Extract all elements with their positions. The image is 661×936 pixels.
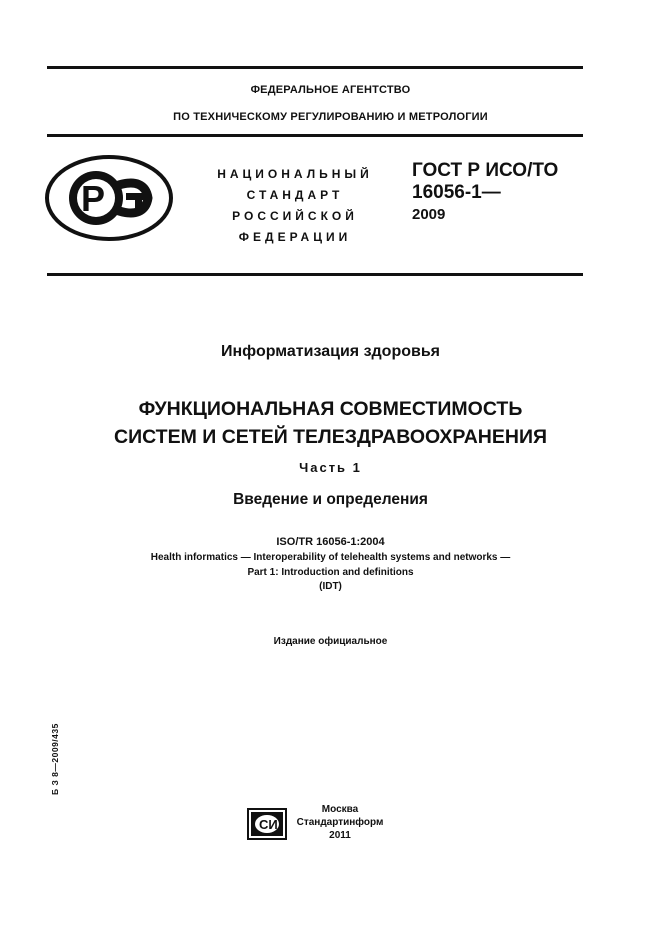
iso-title-line-2: Part 1: Introduction and definitions bbox=[247, 567, 414, 578]
standard-kind bbox=[200, 164, 390, 248]
iso-title-line-1: Health informatics — Interoperability of telehealth systems and networks — bbox=[150, 552, 511, 563]
edition-label: Издание официальное bbox=[273, 636, 388, 647]
standard-kind-line-4: ФЕДЕРАЦИИ bbox=[238, 230, 352, 244]
standard-code-year: 2009 bbox=[412, 206, 446, 223]
svg-text:Р: Р bbox=[81, 178, 106, 219]
standard-code-line-2: 16056-1— bbox=[412, 182, 501, 203]
standard-code bbox=[412, 160, 597, 226]
document-title bbox=[0, 395, 661, 451]
rst-mark-icon bbox=[44, 155, 174, 241]
publisher-block bbox=[290, 803, 390, 842]
agency-line-2: ПО ТЕХНИЧЕСКОМУ РЕГУЛИРОВАНИЮ И МЕТРОЛОГИИ bbox=[173, 111, 488, 123]
document-subtitle: Введение и определения bbox=[233, 491, 428, 508]
iso-code: ISO/TR 16056-1:2004 bbox=[276, 536, 385, 548]
standard-code-line-1: ГОСТ Р ИСО/ТО bbox=[412, 160, 559, 181]
document-topic: Информатизация здоровья bbox=[220, 343, 440, 360]
svg-text:СИ: СИ bbox=[259, 817, 278, 832]
side-code: Б З 8—2009/435 bbox=[50, 723, 60, 795]
publisher-year: 2011 bbox=[329, 830, 351, 841]
standartinform-logo-icon bbox=[247, 808, 287, 840]
middle-rule-bottom bbox=[47, 273, 583, 276]
iso-idt: (IDT) bbox=[319, 581, 342, 592]
middle-rule-top bbox=[47, 134, 583, 137]
agency-line-1: ФЕДЕРАЛЬНОЕ АГЕНТСТВО bbox=[250, 84, 411, 96]
standard-kind-line-2: СТАНДАРТ bbox=[246, 188, 344, 202]
standard-kind-line-1: НАЦИОНАЛЬНЫЙ bbox=[217, 167, 373, 181]
document-title-line-1: ФУНКЦИОНАЛЬНАЯ СОВМЕСТИМОСТЬ bbox=[138, 398, 523, 420]
standard-kind-line-3: РОССИЙСКОЙ bbox=[232, 209, 358, 223]
top-rule bbox=[47, 66, 583, 69]
document-title-line-2: СИСТЕМ И СЕТЕЙ ТЕЛЕЗДРАВООХРАНЕНИЯ bbox=[113, 426, 547, 448]
document-part: Часть 1 bbox=[299, 460, 362, 475]
publisher-name: Стандартинформ bbox=[296, 817, 384, 828]
publisher-city: Москва bbox=[321, 804, 359, 815]
